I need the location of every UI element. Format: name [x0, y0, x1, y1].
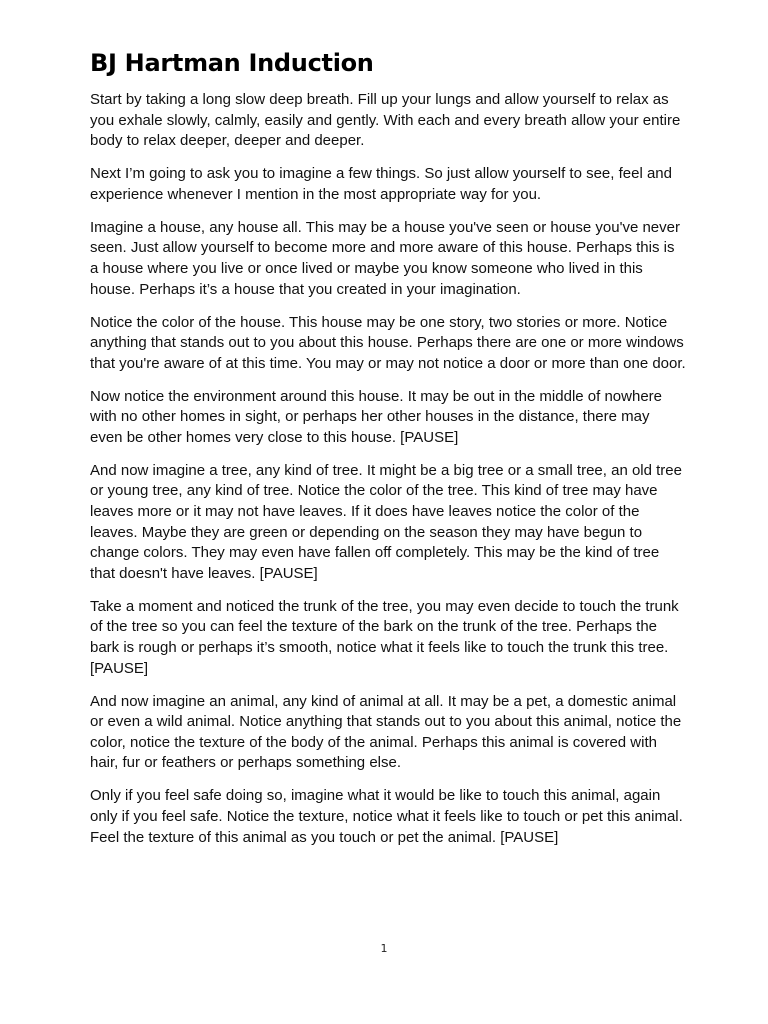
paragraph-tree: And now imagine a tree, any kind of tree. It might be a big tree or a small tree, an old tree or young tree, any kind of tree. Notice the color of the tree. This kind of tree may have leaves more or it may not have leaves. If it does have leaves notice the color of the leaves. Maybe they are green or depending on the season they may have begun to change colors. They may even have fallen off completely. This may be the kind of tree that doesn't have leaves. [PAUSE] [90, 461, 682, 582]
paragraph-house-color: Notice the color of the house. This house may be one story, two stories or more. Notice anything that stands out to you about this house. Perhaps there are one or more windows that you're aware of at this time. You may or may not notice a door or more than one door. [90, 313, 686, 372]
paragraph-breathing: Start by taking a long slow deep breath. Fill up your lungs and allow yourself to relax as you exhale slowly, calmly, easily and gently. With each and every breath allow your entire body to relax deeper, deeper and deeper. [90, 91, 681, 150]
document-body [90, 46, 686, 861]
page-number: 1 [380, 942, 388, 955]
paragraph-trunk: Take a moment and noticed the trunk of the tree, you may even decide to touch the trunk of the tree so you can feel the texture of the bark on the trunk of the tree. Perhaps the bark is rough or perhaps it’s smooth, notice what it feels like to touch the trunk this tree. [PAUSE] [90, 597, 679, 677]
document-title: BJ Hartman Induction [90, 49, 374, 77]
paragraph-touch-animal: Only if you feel safe doing so, imagine what it would be like to touch this animal, again only if you feel safe. Notice the texture, notice what it feels like to touch or pet this animal. Feel the texture of this animal as you touch or pet the animal. [PAUSE] [90, 787, 683, 846]
paragraph-environment: Now notice the environment around this house. It may be out in the middle of nowhere with no other homes in sight, or perhaps her other houses in the distance, there may even be other homes very close to this house. [PAUSE] [90, 387, 662, 446]
paragraph-house: Imagine a house, any house all. This may be a house you've seen or house you've never seen. Just allow yourself to become more and more aware of this house. Perhaps this is a house where you live or once lived or maybe you know someone who lived in this house. Perhaps it’s a house that you created in your imagination. [90, 218, 680, 298]
paragraph-animal: And now imagine an animal, any kind of animal at all. It may be a pet, a domestic animal or even a wild animal. Notice anything that stands out to you about this animal, notice the color, notice the texture of the body of the animal. Perhaps this animal is covered with hair, fur or feathers or perhaps something else. [90, 692, 682, 772]
paragraph-imagine-intro: Next I’m going to ask you to imagine a few things. So just allow yourself to see, feel and experience whenever I mention in the most appropriate way for you. [90, 165, 672, 203]
